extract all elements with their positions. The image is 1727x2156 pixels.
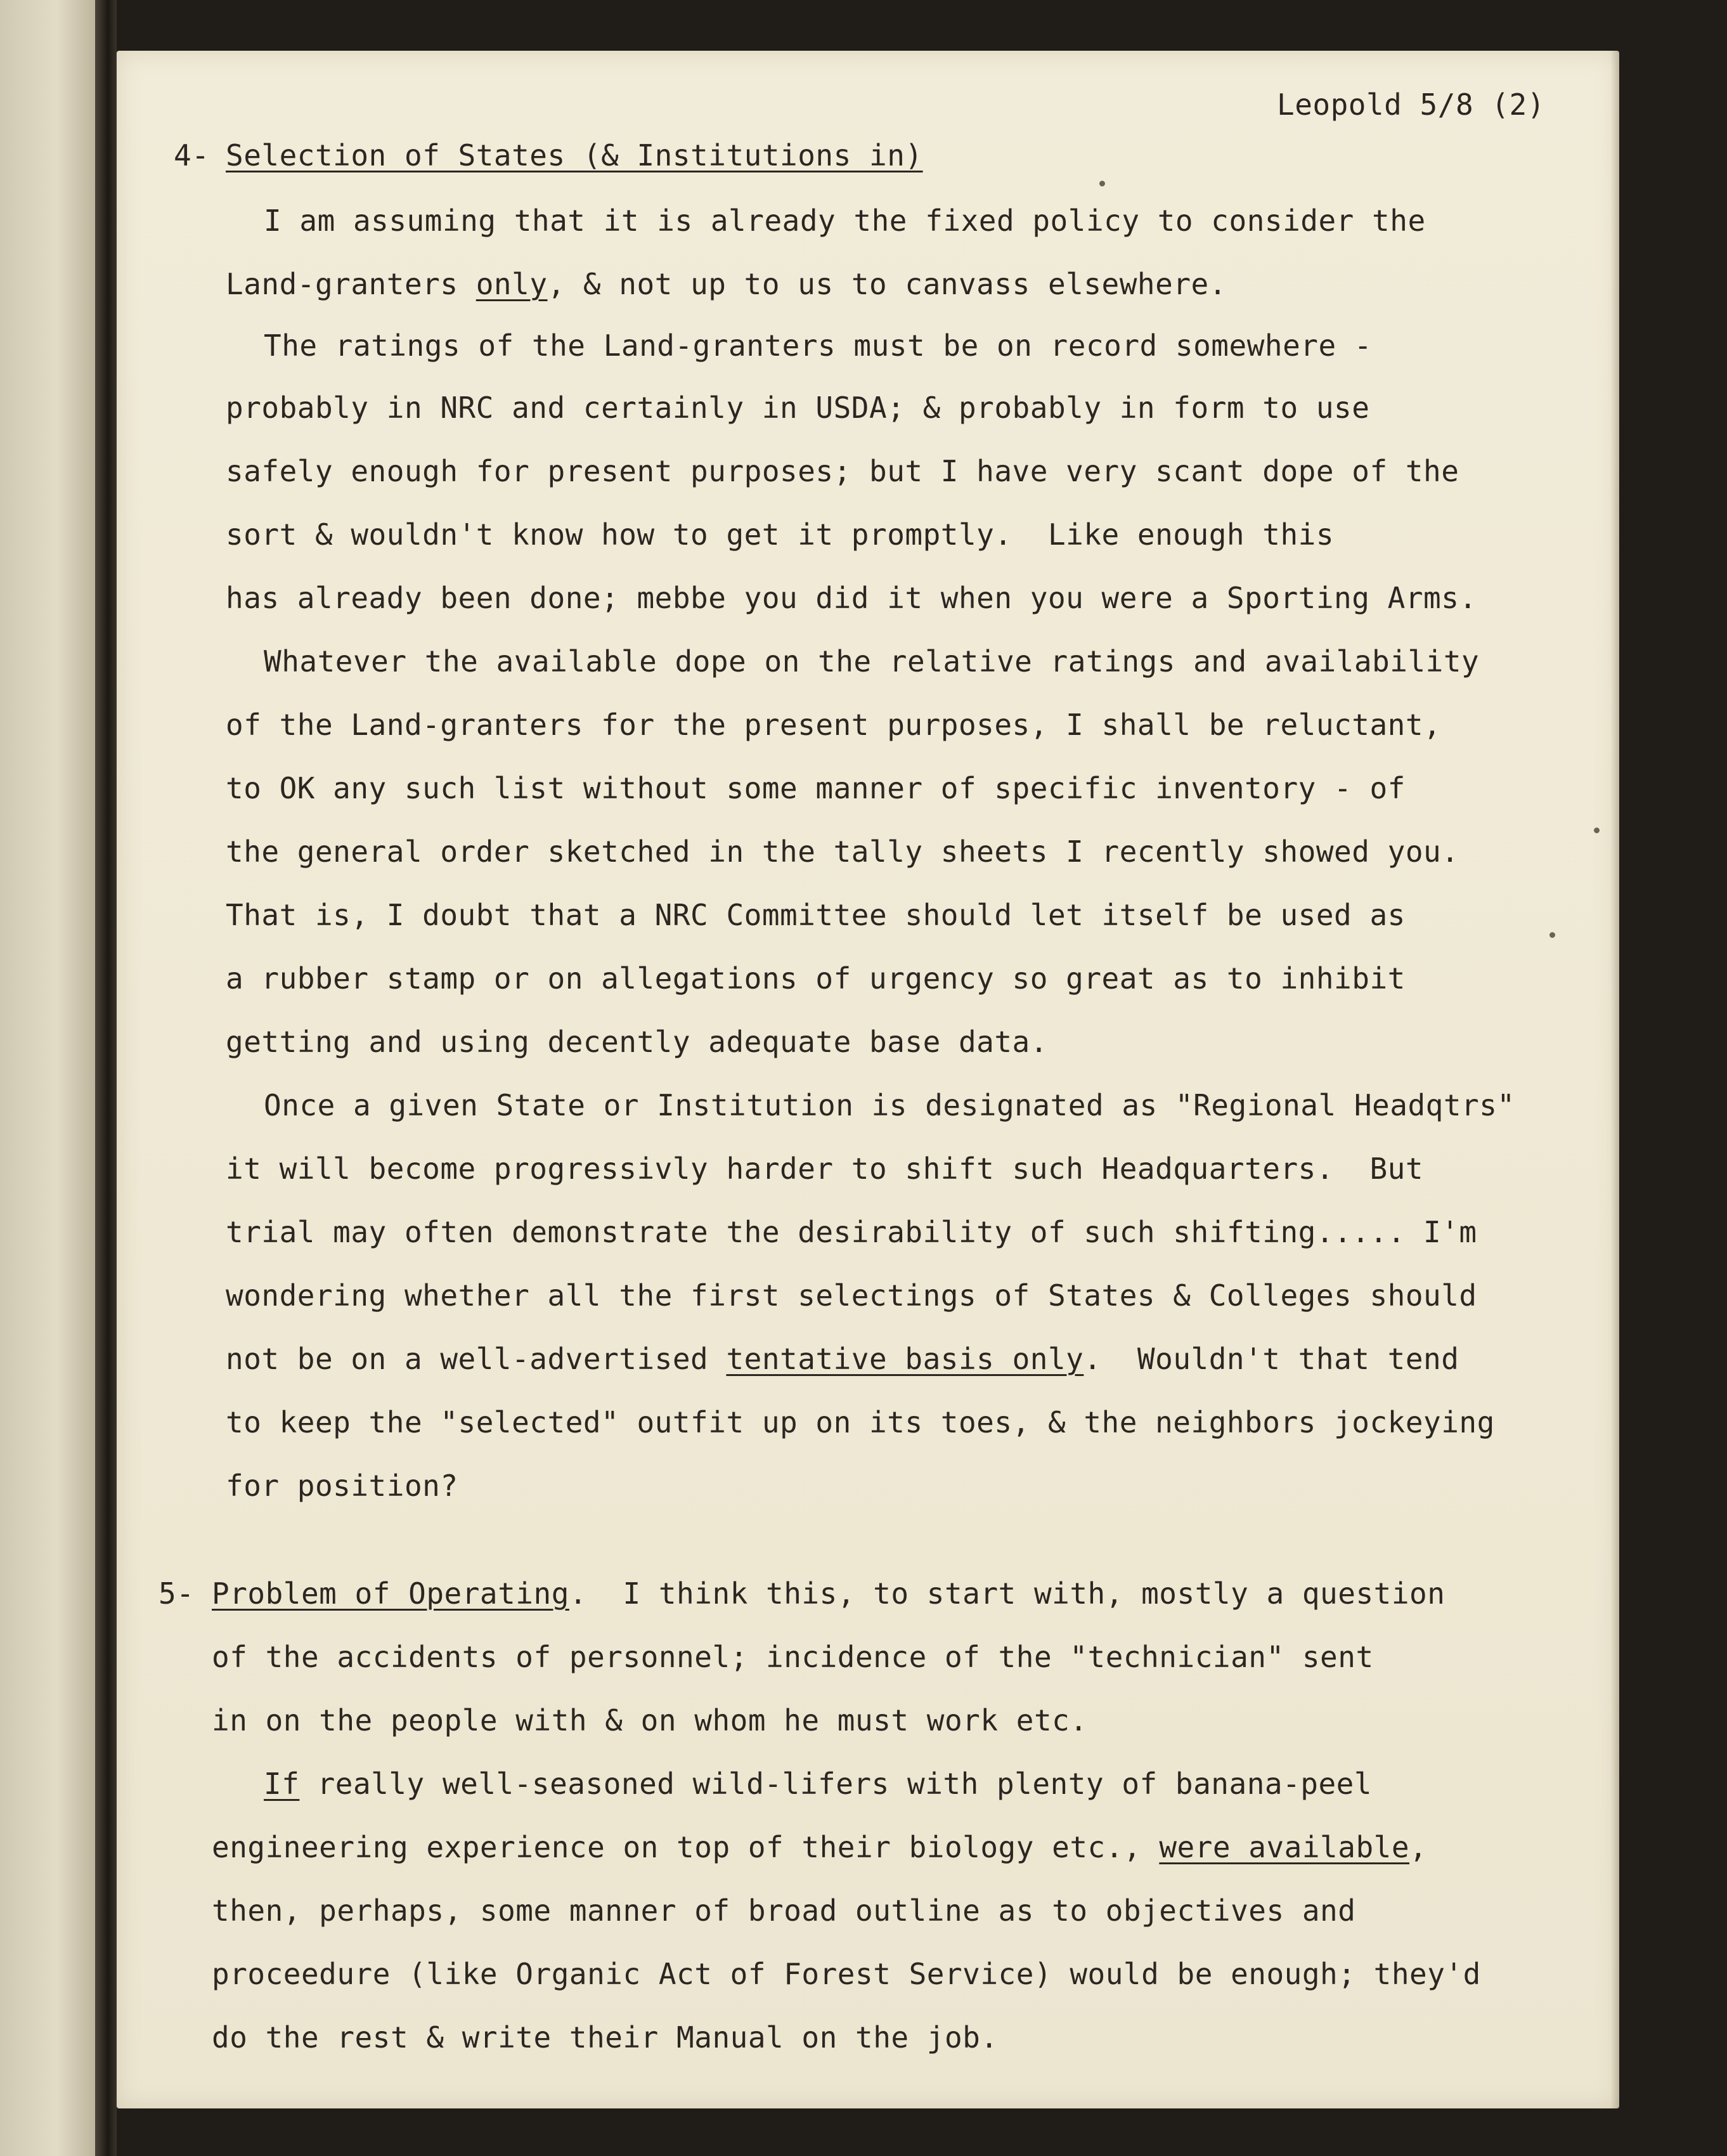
section-5-line-1: of the accidents of personnel; incidence of the "technician" sent bbox=[212, 1640, 1374, 1674]
section-4-line-6: sort & wouldn't know how to get it promptly. Like enough this bbox=[226, 517, 1335, 552]
book-gutter bbox=[95, 0, 117, 2156]
section-4-line-16: it will become progressivly harder to shift such Headquarters. But bbox=[226, 1152, 1424, 1186]
section-4-line-11: the general order sketched in the tally sheets I recently showed you. bbox=[226, 834, 1459, 869]
section-4-line-20: to keep the "selected" outfit up on its toes, & the neighbors jockeying bbox=[226, 1405, 1495, 1439]
section-4-line-9: of the Land-granters for the present purposes, I shall be reluctant, bbox=[226, 708, 1442, 742]
section-4-line-19: not be on a well-advertised tentative basis only. Wouldn't that tend bbox=[226, 1342, 1459, 1376]
section-4-line-8: Whatever the available dope on the relative ratings and availability bbox=[264, 644, 1480, 679]
page-edge-shadow bbox=[1610, 51, 1619, 2108]
facing-page-edge bbox=[0, 0, 95, 2156]
section-4-line-14: getting and using decently adequate base data. bbox=[226, 1025, 1048, 1059]
section-5-line-5: then, perhaps, some manner of broad outline as to objectives and bbox=[212, 1893, 1356, 1928]
section-5-heading-line: Problem of Operating. I think this, to start with, mostly a question bbox=[212, 1576, 1446, 1611]
section-4-line-4: probably in NRC and certainly in USDA; & probably in form to use bbox=[226, 391, 1370, 425]
section-4-line-13: a rubber stamp or on allegations of urgency so great as to inhibit bbox=[226, 961, 1406, 996]
section-4-title: Selection of States (& Institutions in) bbox=[226, 138, 923, 172]
section-4-line-10: to OK any such list without some manner of specific inventory - of bbox=[226, 771, 1406, 805]
section-5-number: 5- bbox=[158, 1576, 195, 1611]
section-4-line-1: I am assuming that it is already the fixed policy to consider the bbox=[264, 204, 1426, 238]
section-4-line-5: safely enough for present purposes; but I have very scant dope of the bbox=[226, 454, 1459, 488]
section-4-line-15: Once a given State or Institution is designated as "Regional Headqtrs" bbox=[264, 1088, 1515, 1122]
section-5-line-6: proceedure (like Organic Act of Forest Service) would be enough; they'd bbox=[212, 1957, 1481, 1991]
section-4-line-21: for position? bbox=[226, 1469, 458, 1503]
page-reference: Leopold 5/8 (2) bbox=[1277, 88, 1545, 122]
section-4-line-18: wondering whether all the first selectings of States & Colleges should bbox=[226, 1278, 1477, 1313]
section-4-line-2: Land-granters only, & not up to us to canvass elsewhere. bbox=[226, 267, 1227, 301]
section-4-line-17: trial may often demonstrate the desirability of such shifting..... I'm bbox=[226, 1215, 1477, 1249]
section-5-title: Problem of Operating bbox=[212, 1576, 569, 1611]
paper-speck bbox=[1099, 181, 1105, 186]
section-4-line-3: The ratings of the Land-granters must be on record somewhere - bbox=[264, 328, 1373, 363]
section-4-line-12: That is, I doubt that a NRC Committee should let itself be used as bbox=[226, 898, 1406, 932]
section-5-line-3: If really well-seasoned wild-lifers with plenty of banana-peel bbox=[264, 1767, 1373, 1801]
paper-speck bbox=[1549, 932, 1555, 938]
section-4-number: 4- bbox=[174, 138, 210, 172]
section-5-line-2: in on the people with & on whom he must work etc. bbox=[212, 1703, 1088, 1737]
paper-speck bbox=[1594, 828, 1600, 833]
section-5-line-7: do the rest & write their Manual on the job. bbox=[212, 2020, 999, 2055]
section-5-line-4: engineering experience on top of their biology etc., were available, bbox=[212, 1830, 1428, 1864]
typed-letter-page bbox=[117, 51, 1619, 2108]
section-4-line-7: has already been done; mebbe you did it when you were a Sporting Arms. bbox=[226, 581, 1477, 615]
